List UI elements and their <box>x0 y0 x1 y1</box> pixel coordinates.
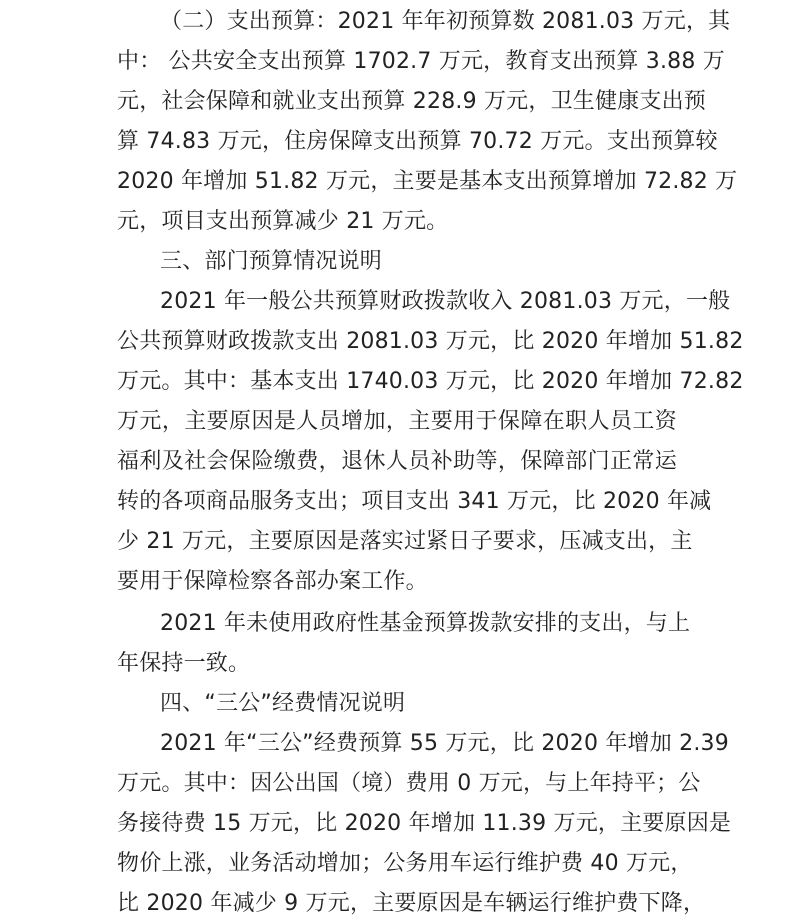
text-line-3: 元，社会保障和就业支出预算 228.9 万元，卫生健康支出预 <box>117 89 706 114</box>
text-line-16: 2021 年未使用政府性基金预算拨款安排的支出，与上 <box>160 611 691 636</box>
section-heading-4: 四、“三公”经费情况说明 <box>160 691 406 716</box>
text-line-12: 福利及社会保险缴费，退休人员补助等，保障部门正常运 <box>117 449 677 474</box>
text-line-2: 中： 公共安全支出预算 1702.7 万元，教育支出预算 3.88 万 <box>117 49 725 74</box>
text-line-21: 务接待费 15 万元，比 2020 年增加 11.39 万元，主要原因是 <box>117 811 732 836</box>
text-line-17: 年保持一致。 <box>117 651 251 676</box>
text-line-6: 元，项目支出预算减少 21 万元。 <box>117 209 449 234</box>
text-line-23: 比 2020 年减少 9 万元，主要原因是车辆运行维护费下降， <box>117 891 706 916</box>
text-line-11: 万元，主要原因是人员增加，主要用于保障在职人员工资 <box>117 409 677 434</box>
text-line-10: 万元。其中：基本支出 1740.03 万元，比 2020 年增加 72.82 <box>117 369 744 394</box>
text-line-19: 2021 年“三公”经费预算 55 万元，比 2020 年增加 2.39 <box>160 731 729 756</box>
section-heading-3: 三、部门预算情况说明 <box>160 249 383 274</box>
text-line-13: 转的各项商品服务支出；项目支出 341 万元，比 2020 年减 <box>117 489 712 514</box>
text-line-5: 2020 年增加 51.82 万元，主要是基本支出预算增加 72.82 万 <box>117 169 738 194</box>
text-line-22: 物价上涨，业务活动增加；公务用车运行维护费 40 万元， <box>117 851 693 876</box>
text-line-8: 2021 年一般公共预算财政拨款收入 2081.03 万元，一般 <box>160 289 731 314</box>
text-line-1: （二）支出预算：2021 年年初预算数 2081.03 万元，其 <box>160 9 731 34</box>
text-line-4: 算 74.83 万元，住房保障支出预算 70.72 万元。支出预算较 <box>117 129 718 154</box>
text-line-20: 万元。其中：因公出国（境）费用 0 万元，与上年持平；公 <box>117 771 701 796</box>
text-line-14: 少 21 万元，主要原因是落实过紧日子要求，压减支出，主 <box>117 529 693 554</box>
text-line-15: 要用于保障检察各部办案工作。 <box>117 569 428 594</box>
text-line-9: 公共预算财政拨款支出 2081.03 万元，比 2020 年增加 51.82 <box>117 329 744 354</box>
